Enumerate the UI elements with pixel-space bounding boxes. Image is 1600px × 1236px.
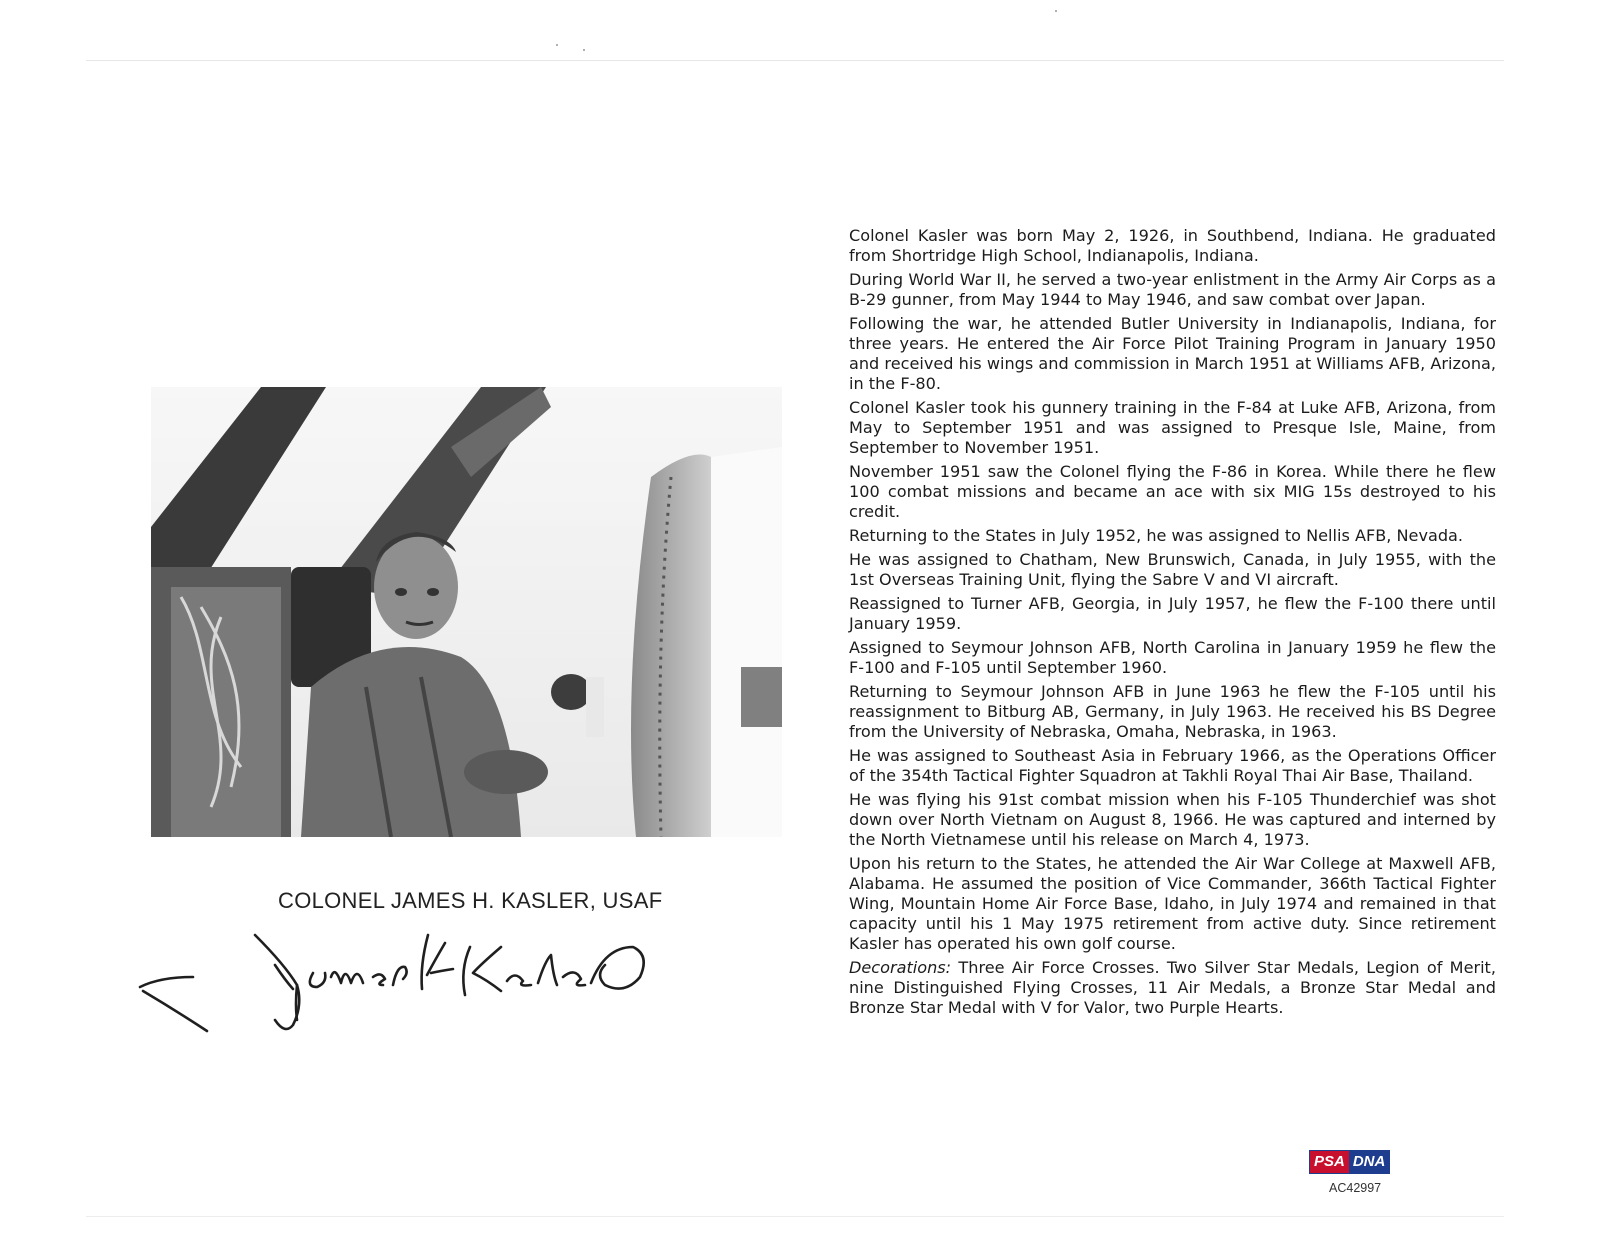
photo-caption: COLONEL JAMES H. KASLER, USAF: [278, 888, 663, 913]
bio-paragraph: During World War II, he served a two-year enlistment in the Army Air Corps as a B-29 gunner, from May 1944 to May 1946, and saw combat over Japan.: [849, 270, 1496, 309]
bio-paragraph: Assigned to Seymour Johnson AFB, North Carolina in January 1959 he flew the F-100 and F-105 until September 1960.: [849, 638, 1496, 677]
biography-text: [849, 226, 1496, 1022]
decorations-paragraph: [849, 958, 1496, 1018]
bio-paragraph: Reassigned to Turner AFB, Georgia, in July 1957, he flew the F-100 there until January 1959.: [849, 594, 1496, 633]
autograph-signature: [135, 925, 655, 1070]
bio-paragraph: Returning to Seymour Johnson AFB in June 1963 he flew the F-105 until his reassignment to Bitburg AB, Germany, in July 1963. He received his BS Degree from the University of Nebraska, Omaha, Nebraska, in 1963.: [849, 682, 1496, 741]
bio-paragraph: He was assigned to Southeast Asia in February 1966, as the Operations Officer of the 354th Tactical Fighter Squadron at Takhli Royal Thai Air Base, Thailand.: [849, 746, 1496, 785]
bio-paragraph: He was flying his 91st combat mission when his F-105 Thunderchief was shot down over North Vietnam on August 8, 1966. He was captured and interned by the North Vietnamese until his release on March 4, 1973.: [849, 790, 1496, 849]
dna-logo-text: DNA: [1349, 1151, 1390, 1173]
bio-paragraph: Following the war, he attended Butler University in Indianapolis, Indiana, for three years. He entered the Air Force Pilot Training Program in January 1950 and received his wings and commission in March 1951 at Williams AFB, Arizona, in the F-80.: [849, 314, 1496, 393]
bio-paragraph: Colonel Kasler was born May 2, 1926, in Southbend, Indiana. He graduated from Shortridge High School, Indianapolis, Indiana.: [849, 226, 1496, 265]
bio-paragraph: Returning to the States in July 1952, he was assigned to Nellis AFB, Nevada.: [849, 526, 1464, 545]
psa-logo-text: PSA: [1310, 1151, 1349, 1173]
bio-paragraph: November 1951 saw the Colonel flying the F-86 in Korea. While there he flew 100 combat missions and became an ace with six MIG 15s destroyed to his credit.: [849, 462, 1496, 521]
signature-strokes: [135, 925, 655, 1070]
dust-speck: [1055, 10, 1057, 12]
decorations-label: Decorations:: [849, 958, 952, 977]
dust-speck: [583, 49, 585, 51]
pilot-photo-illustration: [151, 387, 782, 837]
bio-paragraph: Colonel Kasler took his gunnery training in the F-84 at Luke AFB, Arizona, from May to September 1951 and was assigned to Presque Isle, Maine, from September to November 1951.: [849, 398, 1496, 457]
psa-dna-logo: [1309, 1150, 1390, 1174]
bio-paragraph: He was assigned to Chatham, New Brunswich, Canada, in July 1955, with the 1st Overseas Training Unit, flying the Sabre V and VI aircraft.: [849, 550, 1496, 589]
pilot-photo: [151, 387, 782, 837]
decorations-text: Three Air Force Crosses. Two Silver Star Medals, Legion of Merit, nine Distinguished Flying Crosses, 11 Air Medals, a Bronze Star Medal and Bronze Star Medal with V for Valor, two Purple Hearts.: [849, 958, 1496, 1017]
bio-paragraph: Upon his return to the States, he attended the Air War College at Maxwell AFB, Alabama. He assumed the position of Vice Commander, 366th Tactical Fighter Wing, Mountain Home Air Force Base, Idaho, in July 1974 and remained in that capacity until his 1 May 1975 retirement from active duty. Since retirement Kasler has operated his own golf course.: [849, 854, 1496, 953]
certification-number: AC42997: [1329, 1181, 1382, 1195]
page-edge-bottom: [86, 1216, 1504, 1217]
page-edge-top: [86, 60, 1504, 61]
dust-speck: [556, 44, 558, 46]
